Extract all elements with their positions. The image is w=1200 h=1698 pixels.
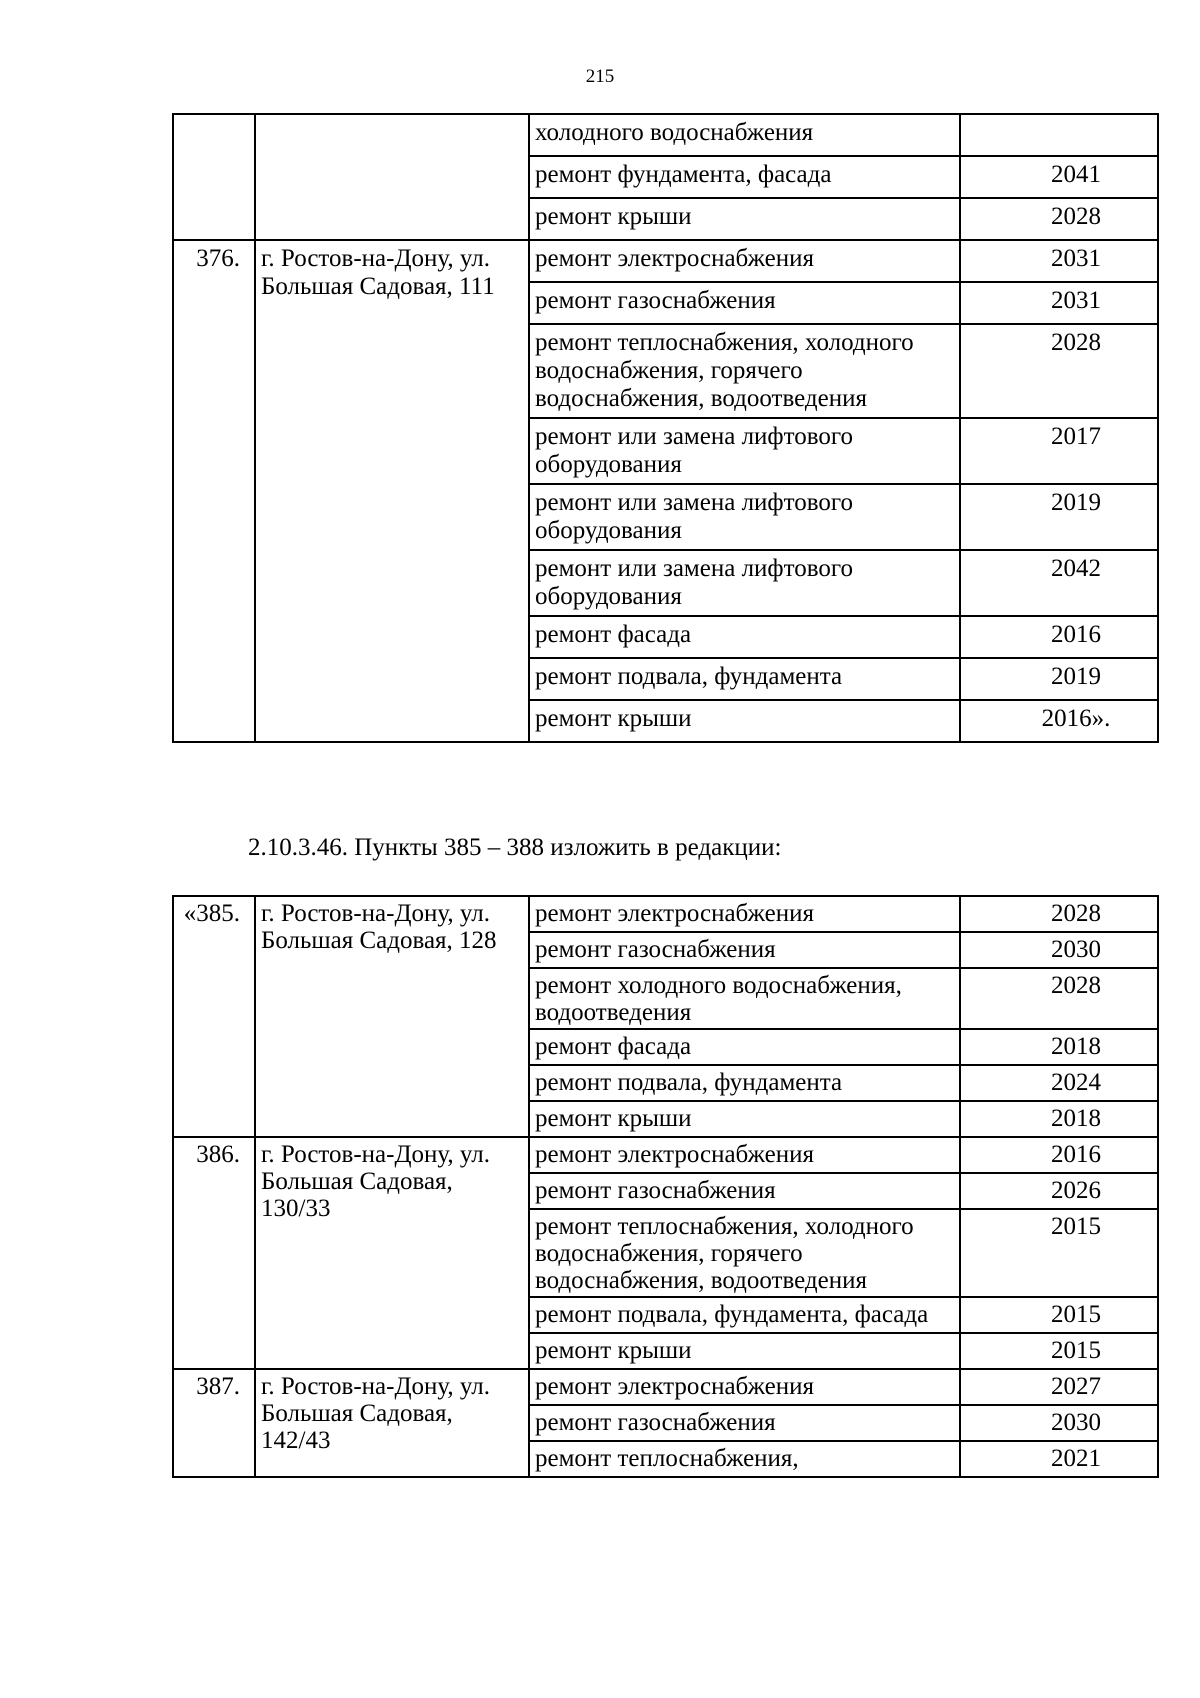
work-type-cell: ремонт крыши bbox=[529, 198, 960, 240]
work-type-cell: ремонт крыши bbox=[529, 1333, 960, 1369]
work-type-cell: ремонт подвала, фундамента, фасада bbox=[529, 1297, 960, 1333]
item-number-cell: 376. bbox=[173, 240, 255, 742]
address-cell: г. Ростов-на-Дону, ул. Большая Садовая, 128 bbox=[255, 896, 529, 1137]
amendment-paragraph: 2.10.3.46. Пункты 385 – 388 изложить в редакции: bbox=[248, 834, 782, 861]
year-cell: 2041 bbox=[960, 156, 1158, 198]
table-row bbox=[173, 240, 1158, 282]
work-type-cell: ремонт фасада bbox=[529, 616, 960, 658]
item-number-cell: 387. bbox=[173, 1369, 255, 1477]
page-number: 215 bbox=[585, 66, 615, 87]
work-type-cell: ремонт газоснабжения bbox=[529, 1173, 960, 1209]
work-type-cell: ремонт электроснабжения bbox=[529, 1137, 960, 1173]
work-type-cell: ремонт или замена лифтового оборудования bbox=[529, 550, 960, 616]
year-cell: 2030 bbox=[960, 1405, 1158, 1441]
work-type-cell: ремонт фундамента, фасада bbox=[529, 156, 960, 198]
year-cell: 2016». bbox=[960, 700, 1158, 742]
address-cell: г. Ростов-на-Дону, ул. Большая Садовая, 111 bbox=[255, 240, 529, 742]
item-number-cell: 386. bbox=[173, 1137, 255, 1369]
address-cell: г. Ростов-на-Дону, ул. Большая Садовая, 130/33 bbox=[255, 1137, 529, 1369]
table-row bbox=[173, 896, 1158, 932]
year-cell: 2015 bbox=[960, 1297, 1158, 1333]
work-type-cell: ремонт подвала, фундамента bbox=[529, 658, 960, 700]
work-type-cell: ремонт холодного водоснабжения, водоотведения bbox=[529, 968, 960, 1029]
work-type-cell: ремонт теплоснабжения, bbox=[529, 1441, 960, 1477]
item-number-cell bbox=[173, 114, 255, 240]
work-type-cell: ремонт крыши bbox=[529, 1101, 960, 1137]
work-type-cell: ремонт электроснабжения bbox=[529, 1369, 960, 1405]
work-type-cell: ремонт электроснабжения bbox=[529, 240, 960, 282]
repair-schedule-table-top bbox=[172, 113, 1159, 743]
table-row bbox=[173, 1137, 1158, 1173]
year-cell: 2019 bbox=[960, 658, 1158, 700]
repair-schedule-table-bottom bbox=[172, 895, 1159, 1478]
item-number-cell: «385. bbox=[173, 896, 255, 1137]
address-cell: г. Ростов-на-Дону, ул. Большая Садовая, 142/43 bbox=[255, 1369, 529, 1477]
year-cell: 2015 bbox=[960, 1209, 1158, 1297]
year-cell: 2031 bbox=[960, 282, 1158, 324]
year-cell: 2028 bbox=[960, 324, 1158, 418]
year-cell: 2042 bbox=[960, 550, 1158, 616]
work-type-cell: ремонт крыши bbox=[529, 700, 960, 742]
work-type-cell: ремонт теплоснабжения, холодного водоснабжения, горячего водоснабжения, водоотведения bbox=[529, 1209, 960, 1297]
year-cell: 2031 bbox=[960, 240, 1158, 282]
year-cell bbox=[960, 114, 1158, 156]
table-row bbox=[173, 1369, 1158, 1405]
year-cell: 2018 bbox=[960, 1101, 1158, 1137]
year-cell: 2024 bbox=[960, 1065, 1158, 1101]
year-cell: 2028 bbox=[960, 968, 1158, 1029]
table-row bbox=[173, 114, 1158, 156]
work-type-cell: ремонт газоснабжения bbox=[529, 1405, 960, 1441]
year-cell: 2016 bbox=[960, 1137, 1158, 1173]
work-type-cell: ремонт теплоснабжения, холодного водоснабжения, горячего водоснабжения, водоотведения bbox=[529, 324, 960, 418]
year-cell: 2027 bbox=[960, 1369, 1158, 1405]
year-cell: 2028 bbox=[960, 896, 1158, 932]
work-type-cell: ремонт или замена лифтового оборудования bbox=[529, 418, 960, 484]
year-cell: 2018 bbox=[960, 1029, 1158, 1065]
work-type-cell: ремонт газоснабжения bbox=[529, 282, 960, 324]
year-cell: 2019 bbox=[960, 484, 1158, 550]
year-cell: 2017 bbox=[960, 418, 1158, 484]
work-type-cell: ремонт газоснабжения bbox=[529, 932, 960, 968]
work-type-cell: холодного водоснабжения bbox=[529, 114, 960, 156]
work-type-cell: ремонт электроснабжения bbox=[529, 896, 960, 932]
year-cell: 2030 bbox=[960, 932, 1158, 968]
year-cell: 2021 bbox=[960, 1441, 1158, 1477]
year-cell: 2026 bbox=[960, 1173, 1158, 1209]
work-type-cell: ремонт подвала, фундамента bbox=[529, 1065, 960, 1101]
year-cell: 2016 bbox=[960, 616, 1158, 658]
address-cell bbox=[255, 114, 529, 240]
work-type-cell: ремонт или замена лифтового оборудования bbox=[529, 484, 960, 550]
work-type-cell: ремонт фасада bbox=[529, 1029, 960, 1065]
year-cell: 2015 bbox=[960, 1333, 1158, 1369]
year-cell: 2028 bbox=[960, 198, 1158, 240]
